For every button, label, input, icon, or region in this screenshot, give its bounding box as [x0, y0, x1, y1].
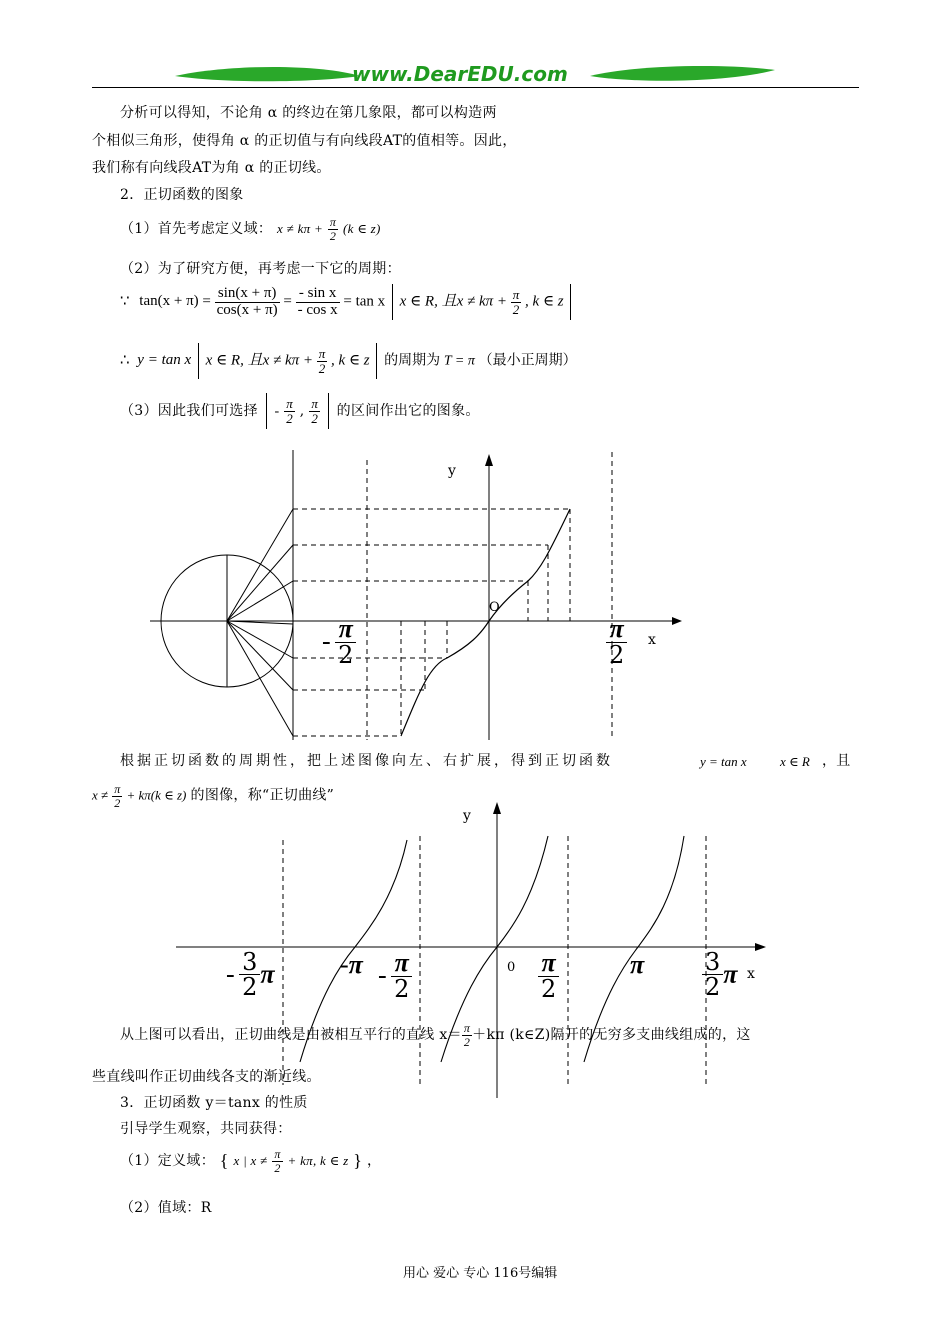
equals-sign: =: [343, 293, 352, 310]
origin-label: O: [489, 600, 500, 615]
formula-x-ne-kpi: x ≠ kπ +: [276, 221, 324, 237]
because-symbol: ∵: [120, 293, 130, 310]
interval-bracket-right: [328, 393, 329, 429]
paragraph-line: 我们称有向线段AT为角 α 的正切线。: [92, 160, 331, 176]
footer-text: 用心 爱心 专心 116号编辑: [403, 1266, 558, 1281]
formula-x-ne: x ≠: [92, 787, 109, 803]
formula-T-eq-pi: T = π: [443, 353, 475, 369]
paragraph-line: 些直线叫作正切曲线各支的渐近线。: [92, 1069, 321, 1085]
section-title: 2．正切函数的图象: [120, 187, 244, 203]
x-axis-arrow: [755, 943, 766, 951]
paragraph-line: 个相似三角形，使得角 α 的正切值与有向线段AT的值相等。因此，: [92, 133, 517, 149]
extend-paragraph: 根据正切函数的周期性，把上述图像向左、右扩展，得到正切函数: [120, 753, 613, 769]
ray: [227, 621, 293, 658]
condition-text: , k ∈ z: [331, 352, 370, 369]
brace-left: {: [219, 1150, 229, 1171]
formula-k-in-z: (k ∈ z): [342, 221, 381, 237]
formula-plus-kpi: + kπ(k ∈ z): [126, 787, 187, 803]
set-bracket-left: [198, 343, 199, 379]
interval-bracket-left: [266, 393, 267, 429]
tick-label-pi-over-2: $\frac{\pi}{2}$: [538, 950, 559, 1001]
step-line: [120, 216, 381, 242]
period-derivation: [120, 284, 574, 320]
step-label: （1）首先考虑定义域：: [120, 221, 273, 238]
therefore-symbol: ∴: [120, 352, 130, 369]
extend-tail: 的图像，称“正切曲线”: [190, 787, 335, 804]
asymptote-paragraph: 从上图可以看出，正切曲线是由被相互平行的直线 x＝ $\frac{\pi}{2}$ ＋kπ (k∈Z)隔开的无穷多支曲线组成的，这: [120, 1021, 751, 1049]
fraction-pi-over-2: $\frac{\pi}{2}$: [463, 1021, 471, 1049]
step-line: [120, 393, 480, 429]
tan-curve: [401, 509, 570, 736]
tick-label-neg-pi-over-2: - $\frac{\pi}{2}$: [378, 950, 412, 1001]
period-note: （最小正周期）: [478, 352, 577, 369]
period-text: 的周期为: [384, 352, 441, 369]
step-label: （3）因此我们可选择: [120, 403, 258, 419]
tick-label-neg-pi-over-2: - $\frac{\pi}{2}$: [322, 616, 356, 667]
condition-text: x ∈ R, 且x ≠ kπ +: [205, 352, 314, 369]
extend-and: ，且: [822, 753, 851, 769]
fraction-neg-sin-over-neg-cos: $\frac{\text{- sin x}}{\text{- cos x}}$: [297, 284, 338, 318]
formula-tan-x: tan x: [355, 293, 386, 310]
y-axis-arrow: [485, 454, 493, 466]
tick-label-3pi-over-2: $\frac{3}{2}$ π: [702, 950, 737, 999]
site-logo-text: www.DearEDU.com: [352, 62, 568, 86]
fraction-pi-over-2: $\frac{\pi}{2}$: [512, 286, 520, 317]
period-conclusion: [120, 343, 577, 379]
condition-text: , k ∈ z: [525, 293, 564, 310]
ray: [227, 581, 293, 621]
condition-text: x ∈ R, 且x ≠ kπ +: [399, 293, 508, 310]
section-title: 3．正切函数 y＝tanx 的性质: [120, 1095, 308, 1111]
axis-label-x: x: [648, 632, 656, 648]
property-domain: （1）定义域： { x | x ≠ $\frac{\pi}{2}$ + kπ, k ∈ z } ，: [120, 1147, 382, 1175]
fraction-sin-over-cos: $\frac{\sin(x + \pi)}{\cos(x + \pi)}$: [216, 284, 278, 318]
ray: [227, 509, 293, 621]
y-axis-arrow: [493, 802, 501, 814]
set-bracket-right: [376, 343, 377, 379]
x-axis-arrow: [672, 617, 682, 625]
tick-label-neg-pi: -π: [340, 950, 363, 979]
fraction-pi-over-2: $\frac{\pi}{2}$: [274, 1147, 281, 1175]
ray: [227, 621, 293, 736]
comma: ,: [299, 403, 305, 419]
axis-label-x: x: [747, 966, 755, 982]
equals-sign: =: [283, 293, 292, 310]
figure-tangent-curve: [0, 800, 950, 1100]
formula-tan-x-plus-pi: tan(x + π): [139, 293, 199, 310]
tick-label-pi: π: [630, 950, 645, 979]
step-label: （2）为了研究方便，再考虑一下它的周期：: [120, 261, 401, 277]
ray: [227, 545, 293, 621]
axis-label-y: y: [463, 808, 471, 824]
property-range: （2）值域：R: [120, 1200, 212, 1216]
fraction-pi-over-2: $\frac{\pi}{2}$: [329, 215, 337, 243]
set-bracket-right: [570, 284, 571, 320]
formula-y-eq-tanx: y = tan x: [700, 754, 747, 769]
brace-right: }: [353, 1150, 363, 1171]
step-tail: 的区间作出它的图象。: [336, 403, 480, 419]
formula-y-eq-tan-x: y = tan x: [137, 352, 192, 369]
axis-label-y: y: [448, 463, 456, 479]
fraction-pi-over-2: $\frac{\pi}{2}$: [318, 345, 326, 376]
fraction-pi-over-2: $\frac{\pi}{2}$: [114, 782, 121, 810]
paragraph-line: 分析可以得知，不论角 α 的终边在第几象限，都可以构造两: [120, 105, 497, 121]
header-rule: [92, 87, 859, 88]
tick-label-neg-3pi-over-2: - $\frac{3}{2}$ π: [226, 948, 275, 1001]
minus-sign: -: [274, 404, 280, 419]
paragraph-line: 引导学生观察，共同获得：: [120, 1121, 292, 1137]
figure-unit-circle-tangent: [0, 440, 950, 750]
set-bracket-left: [392, 284, 393, 320]
fraction-pi-over-2: $\frac{\pi}{2}$: [286, 395, 294, 426]
zero-label: 0: [507, 960, 516, 975]
equals-sign: =: [202, 293, 211, 310]
formula-x-in-R: x ∈ R: [780, 754, 810, 769]
fraction-pi-over-2: $\frac{\pi}{2}$: [311, 395, 319, 426]
tick-label-pi-over-2: $\frac{\pi}{2}$: [606, 616, 627, 667]
